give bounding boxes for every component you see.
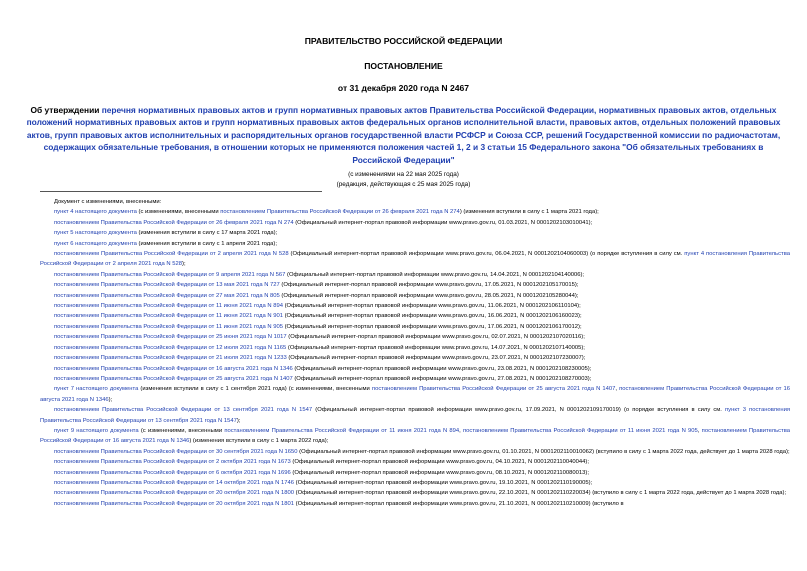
title-prefix: Об утверждении (30, 105, 102, 115)
amendment-item (40, 384, 790, 405)
amendment-item (40, 499, 790, 509)
amendment-text: (Официальный интернет-портал правовой информации www.pravo.gov.ru, 17.06.2021, N 0001202106170012); (282, 323, 582, 330)
amendment-text: (Официальный интернет-портал правовой информации www.pravo.gov.ru, 04.10.2021, N 0001202110040044); (290, 459, 589, 466)
amendment-link[interactable]: постановлением Правительства Российской Федерации от 11 июня 2021 года N 894 (224, 427, 460, 434)
amendment-text: (Официальный интернет-портал правовой информации www.pravo.gov.ru, 21.10.2021, N 0001202110210009) (вступило в (294, 500, 624, 507)
amendment-text: (изменения вступили в силу с 1 апреля 2021 года); (136, 240, 277, 247)
amendment-link[interactable]: пункт 6 настоящего документа (54, 240, 137, 247)
amendment-link[interactable]: постановлением Правительства Российской Федерации от 27 мая 2021 года N 805 (54, 292, 280, 299)
amendment-text: (с изменениями, внесенными (136, 209, 221, 216)
document-type: ПОСТАНОВЛЕНИЕ (364, 61, 443, 71)
amendment-text: (изменения вступили в силу с 1 сентября 2021 года) (с изменениями, внесенными (138, 386, 372, 393)
amendment-link[interactable]: пункт 4 настоящего документа (54, 209, 137, 216)
amendment-text: ); (236, 417, 241, 424)
amendment-text: (Официальный интернет-портал правовой информации www.pravo.gov.ru, 08.10.2021, N 0001202110080013); (290, 469, 589, 476)
amendment-link[interactable]: постановлением Правительства Российской Федерации от 25 июня 2021 года N 1017 (54, 334, 287, 341)
amendment-item (40, 207, 790, 217)
amendment-item (40, 218, 790, 228)
amendment-link[interactable]: постановлением Правительства Российской Федерации от 11 июня 2021 года N 894 (54, 303, 283, 310)
amendment-text: ); (108, 396, 113, 403)
amendment-item (40, 280, 790, 290)
amendment-text: (Официальный интернет-портал правовой информации www.pravo.gov.ru, 01.10.2021, N 0001202110010062) (вступило в силу с 1 марта 2022 года, действует до 1 марта 2028 года); (297, 448, 790, 455)
amendment-link[interactable]: постановлением Правительства Российской Федерации от 13 сентября 2021 года N 1547 (54, 407, 313, 414)
amendment-text: ) (изменения вступили в силу с 1 марта 2021 года); (459, 209, 599, 216)
amendment-text: , (459, 427, 463, 434)
amendment-text: (Официальный интернет-портал правовой информации www.pravo.gov.ru, 23.07.2021, N 0001202107230007); (286, 355, 586, 362)
amendment-link[interactable]: постановлением Правительства Российской Федерации от 21 июля 2021 года N 1233 (54, 355, 287, 362)
amendment-text: , (697, 427, 702, 434)
amendment-link[interactable]: постановлением Правительства Российской Федерации от 16 августа 2021 года N 1346 (40, 427, 791, 445)
amendment-text: ) (изменения вступили в силу с 1 марта 2022 года); (189, 438, 329, 445)
amendment-item (40, 457, 790, 467)
amendment-text: (Официальный интернет-портал правовой информации www.pravo.gov.ru, 23.08.2021, N 0001202108230005); (292, 365, 592, 372)
title-link[interactable]: перечня нормативных правовых актов и групп нормативных правовых актов Правительства Российской Федерации, нормативных правовых актов, отдельных положений нормативных правовых актов и групп нормативных правовых актов федеральных органов исполнительной власти, правовых актов, отдельных положений правовых актов, групп правовых актов исполнительных и распорядительных органов государственной власти РСФСР и Союза ССР, решений Государственной комиссии по радиочастотам, содержащих обязательные требования, в отношении которых не применяются положения частей 1, 2 и 3 статьи 15 Федерального закона "Об обязательных требованиях в Российской Федерации" (26, 105, 781, 165)
amendment-item (40, 301, 790, 311)
amendment-item (40, 228, 790, 238)
amendment-item (40, 405, 790, 426)
amendment-link[interactable]: постановлением Правительства Российской Федерации от 25 августа 2021 года N 1407 (54, 375, 293, 382)
document-title (18, 104, 789, 166)
amendment-text: (Официальный интернет-портал правовой информации www.pravo.gov.ru, 27.08.2021, N 0001202108270003); (292, 375, 592, 382)
amendment-link[interactable]: постановлением Правительства Российской Федерации от 6 октября 2021 года N 1696 (54, 469, 291, 476)
amendment-item (40, 291, 790, 301)
amendment-item (40, 447, 790, 457)
amendments-intro: Документ с изменениями, внесенными: (54, 199, 162, 205)
amendment-link[interactable]: постановлением Правительства Российской Федерации от 25 августа 2021 года N 1407 (371, 386, 616, 393)
changes-note: (с изменениями на 22 мая 2025 года) (348, 171, 459, 178)
amendments-list (40, 197, 790, 509)
amendment-item (40, 311, 790, 321)
amendment-text: (изменения вступили в силу с 17 марта 2021 года); (136, 230, 278, 237)
amendment-text: (Официальный интернет-портал правовой информации www.pravo.gov.ru, 06.04.2021, N 0001202104060003) (о порядке вступления в силу см. (288, 251, 685, 258)
amendment-link[interactable]: постановлением Правительства Российской Федерации от 9 апреля 2021 года N 567 (54, 271, 286, 278)
amendment-item (40, 343, 790, 353)
amendment-link[interactable]: постановлением Правительства Российской Федерации от 30 сентября 2021 года N 1650 (54, 448, 298, 455)
amendment-text: (Официальный интернет-портал правовой информации www.pravo.gov.ru, 14.04.2021, N 0001202104140006); (285, 271, 585, 278)
amendment-text: (Официальный интернет-портал правовой информации www.pravo.gov.ru, 17.09.2021, N 0001202109170019) (о порядке вступления в силу см. (312, 407, 725, 414)
document-date-number: от 31 декабря 2020 года N 2467 (337, 83, 470, 93)
amendment-text: (Официальный интернет-портал правовой информации www.pravo.gov.ru, 22.10.2021, N 0001202110220034) (вступило в силу с 1 марта 2022 года, действует до 1 марта 2028 года); (294, 490, 787, 497)
amendment-link[interactable]: пункт 5 настоящего документа (54, 230, 137, 237)
amendment-text: (Официальный интернет-портал правовой информации www.pravo.gov.ru, 11.06.2021, N 0001202106110104); (282, 303, 581, 310)
amendment-link[interactable]: пункт 4 постановления Правительства Российской Федерации от 2 апреля 2021 года N 528 (40, 251, 790, 268)
amendment-text: (Официальный интернет-портал правовой информации www.pravo.gov.ru, 01.03.2021, N 0001202103010041); (293, 219, 593, 226)
amendment-text: , (615, 386, 620, 393)
amendment-item (40, 374, 790, 384)
amendment-link[interactable]: пункт 9 настоящего документа (54, 427, 139, 434)
amendment-item (40, 468, 790, 478)
amendment-link[interactable]: постановлением Правительства Российской Федерации от 16 августа 2021 года N 1346 (40, 386, 790, 403)
amendment-link[interactable]: постановлением Правительства Российской Федерации от 16 августа 2021 года N 1346 (54, 365, 293, 372)
amendment-text: (Официальный интернет-портал правовой информации www.pravo.gov.ru, 19.10.2021, N 0001202110190005); (294, 479, 593, 486)
amendment-text: (Официальный интернет-портал правовой информации www.pravo.gov.ru, 14.07.2021, N 0001202107140005); (286, 344, 585, 351)
amendment-item (40, 239, 790, 249)
amendment-link[interactable]: постановлением Правительства Российской Федерации от 26 февраля 2021 года N 274 (54, 219, 294, 226)
amendment-link[interactable]: постановлением Правительства Российской Федерации от 11 июня 2021 года N 905 (462, 427, 698, 434)
amendment-link[interactable]: постановлением Правительства Российской Федерации от 26 февраля 2021 года N 274 (220, 209, 460, 216)
amendment-item (40, 249, 790, 270)
amendment-link[interactable]: постановлением Правительства Российской Федерации от 2 апреля 2021 года N 528 (54, 251, 289, 258)
amendment-item (40, 322, 790, 332)
amendment-text: (с изменениями, внесенными (138, 427, 225, 434)
amendment-link[interactable]: постановлением Правительства Российской Федерации от 20 октября 2021 года N 1801 (54, 500, 295, 507)
separator-rule (40, 191, 322, 192)
government-header: ПРАВИТЕЛЬСТВО РОССИЙСКОЙ ФЕДЕРАЦИИ (304, 36, 503, 46)
amendment-text: (Официальный интернет-портал правовой информации www.pravo.gov.ru, 28.05.2021, N 0001202105280044); (279, 292, 579, 299)
edition-note: (редакция, действующая с 25 мая 2025 года) (336, 181, 471, 188)
amendment-text: (Официальный интернет-портал правовой информации www.pravo.gov.ru, 16.06.2021, N 0001202106160023); (282, 313, 582, 320)
amendment-item (40, 353, 790, 363)
amendment-text: (Официальный интернет-портал правовой информации www.pravo.gov.ru, 17.05.2021, N 0001202105170015); (279, 282, 579, 289)
amendment-text: (Официальный интернет-портал правовой информации www.pravo.gov.ru, 02.07.2021, N 0001202107020116); (286, 334, 585, 341)
amendment-item (40, 478, 790, 488)
amendment-link[interactable]: постановлением Правительства Российской Федерации от 13 мая 2021 года N 727 (54, 282, 280, 289)
amendment-item (40, 332, 790, 342)
amendment-item (40, 270, 790, 280)
amendment-link[interactable]: пункт 7 настоящего документа (54, 386, 139, 393)
amendment-link[interactable]: постановлением Правительства Российской Федерации от 14 октября 2021 года N 1746 (54, 479, 295, 486)
amendment-link[interactable]: постановлением Правительства Российской Федерации от 20 октября 2021 года N 1800 (54, 490, 295, 497)
amendment-link[interactable]: постановлением Правительства Российской Федерации от 12 июля 2021 года N 1165 (54, 344, 287, 351)
amendment-item (40, 488, 790, 498)
amendment-text: ); (182, 261, 186, 268)
amendment-link[interactable]: пункт 3 постановления Правительства Российской Федерации от 13 сентября 2021 года N 1547 (40, 407, 790, 424)
amendment-item (40, 364, 790, 374)
amendment-item (40, 426, 790, 447)
amendment-link[interactable]: постановлением Правительства Российской Федерации от 11 июня 2021 года N 905 (54, 323, 283, 330)
amendment-link[interactable]: постановлением Правительства Российской Федерации от 11 июня 2021 года N 901 (54, 313, 283, 320)
amendment-link[interactable]: постановлением Правительства Российской Федерации от 2 октября 2021 года N 1673 (54, 459, 291, 466)
